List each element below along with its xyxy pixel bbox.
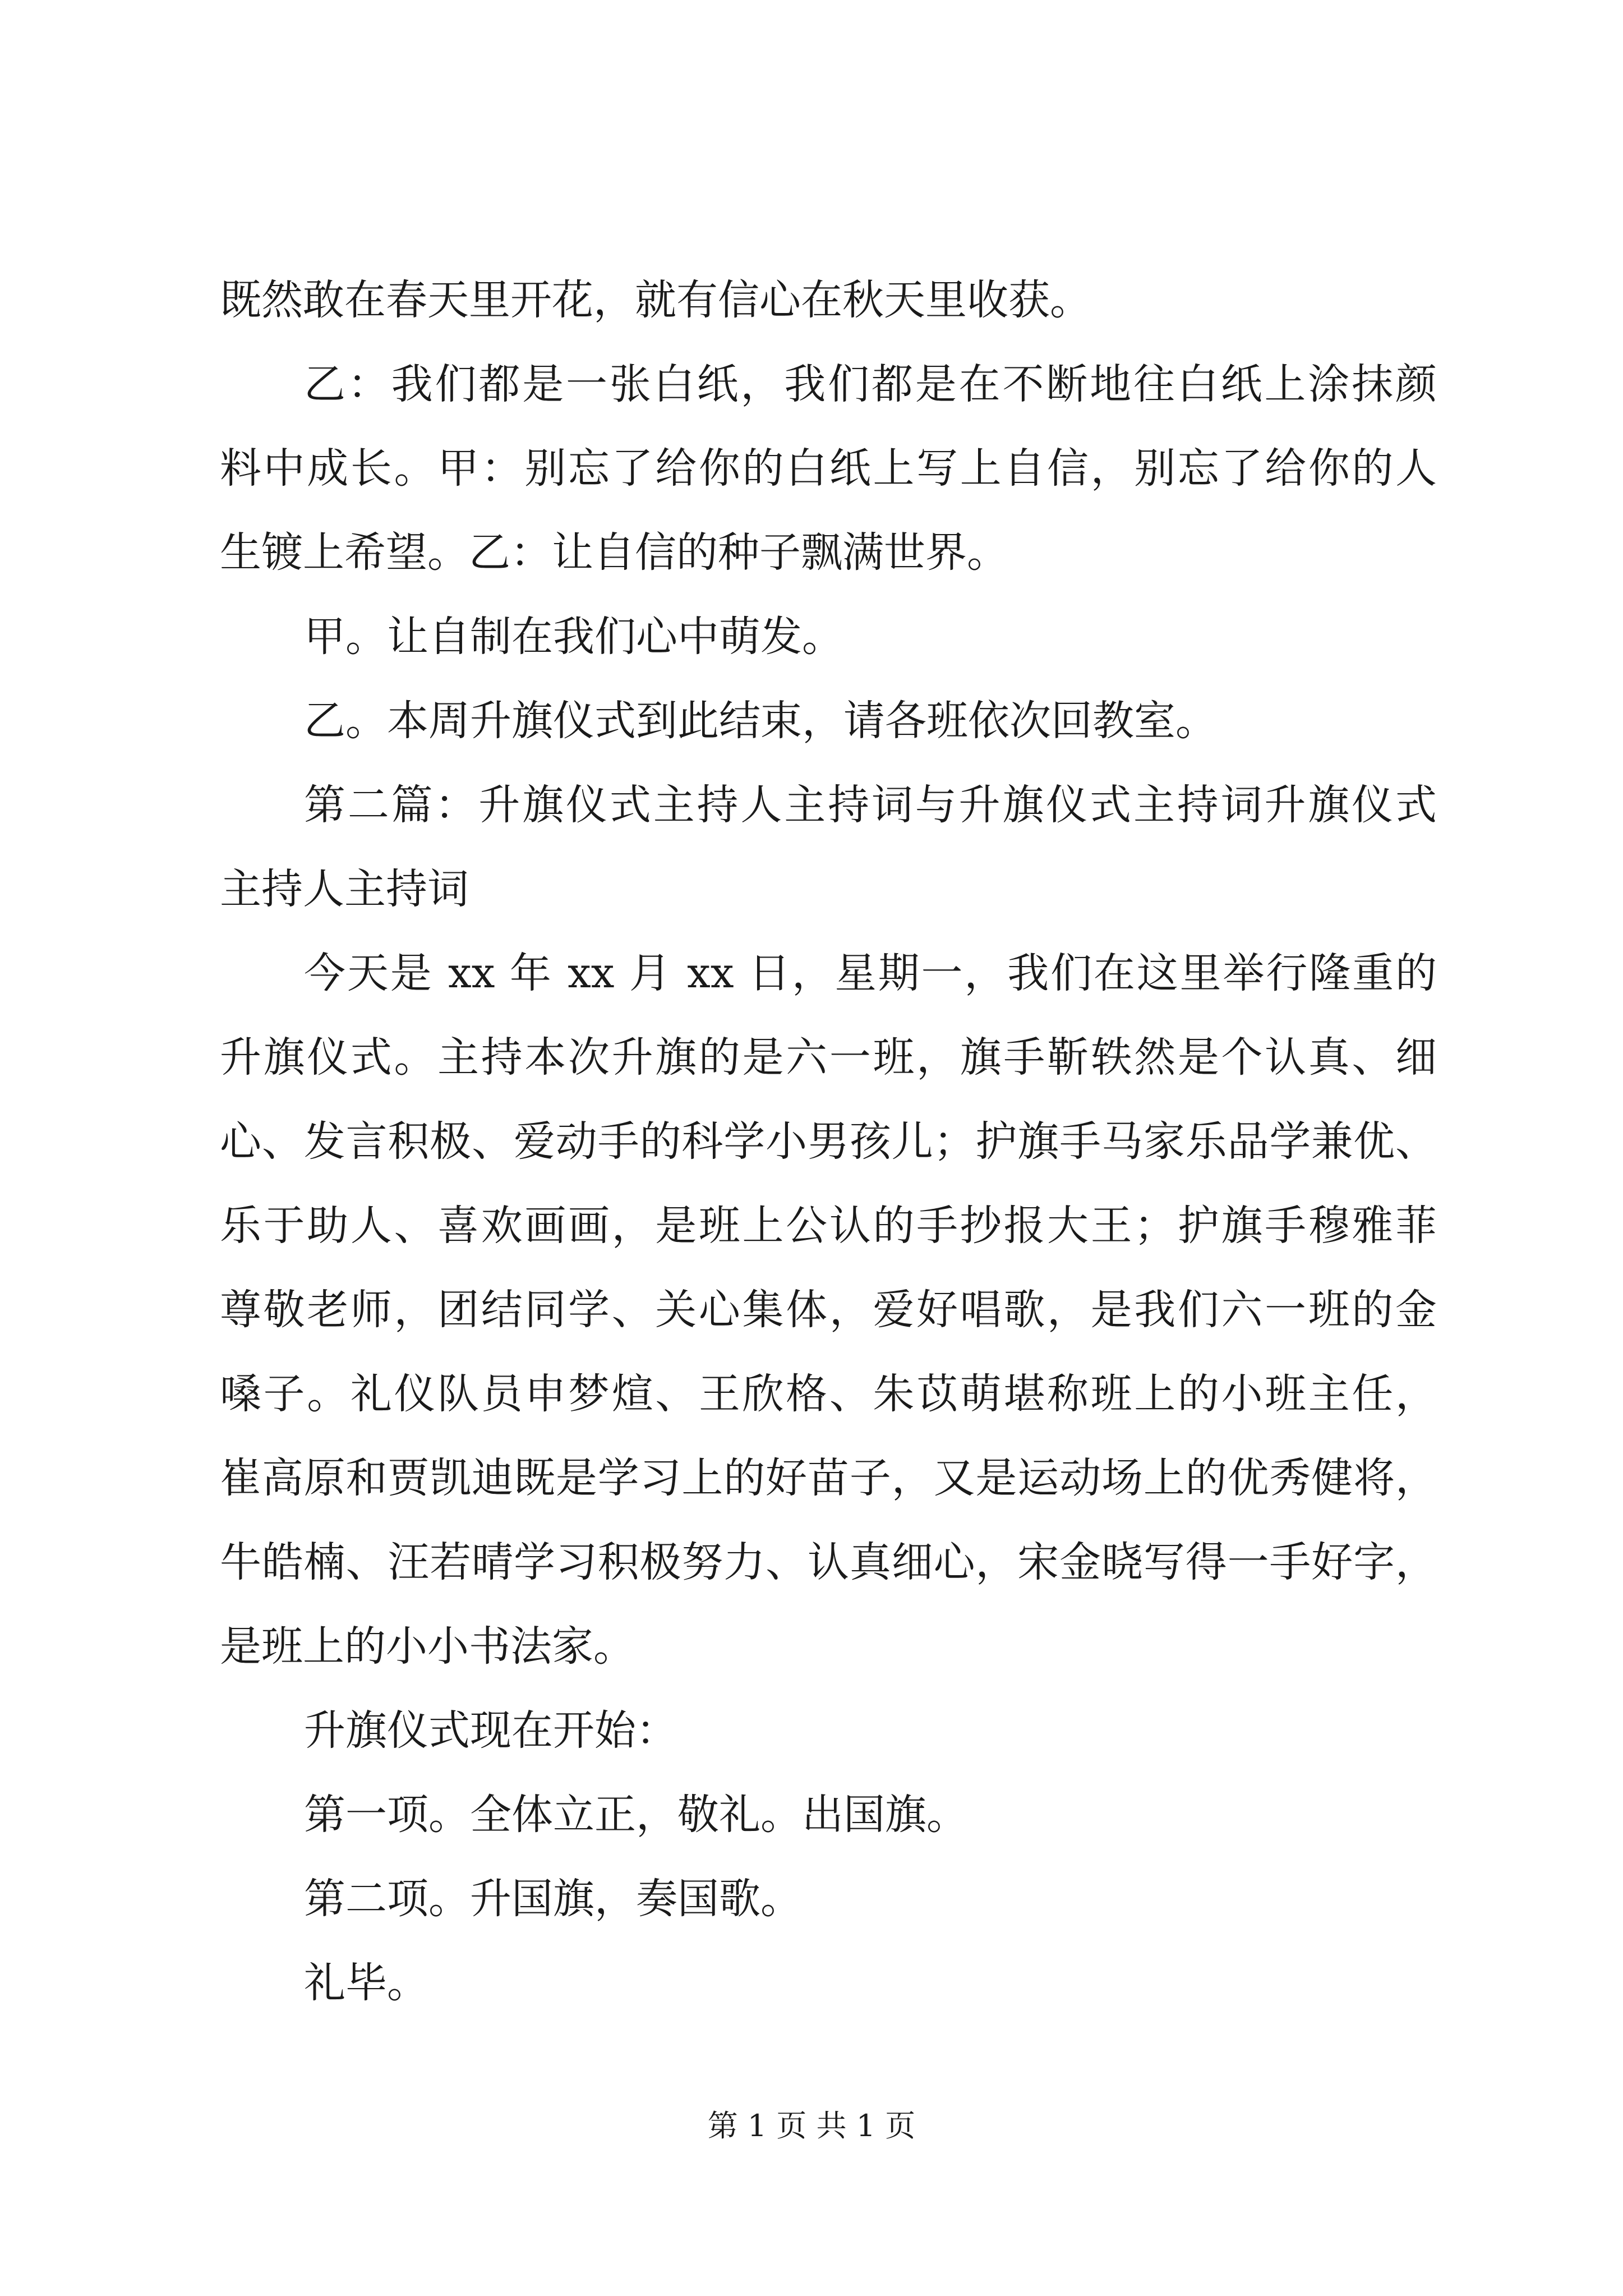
- text-line: 既然敢在春天里开花，就有信心在秋天里收获。: [220, 276, 1091, 324]
- page-footer: 第 1 页 共 1 页: [707, 2108, 916, 2143]
- text-line: 乙：我们都是一张白纸，我们都是在不断地往白纸上涂抹颜: [304, 360, 1437, 408]
- text-line: 今天是 xx 年 xx 月 xx 日，星期一，我们在这里举行隆重的: [304, 949, 1437, 997]
- section-heading-line: 主持人主持词: [220, 865, 469, 913]
- text-line: 乙。本周升旗仪式到此结束，请各班依次回教室。: [304, 697, 1217, 745]
- text-line: 升旗仪式。主持本次升旗的是六一班，旗手靳轶然是个认真、细: [220, 1033, 1437, 1082]
- text-line: 尊敬老师，团结同学、关心集体，爱好唱歌，是我们六一班的金: [220, 1286, 1437, 1334]
- text-line: 料中成长。甲：别忘了给你的白纸上写上自信，别忘了给你的人: [220, 444, 1437, 493]
- text-line: 牛皓楠、汪若晴学习积极努力、认真细心，宋金晓写得一手好字，: [220, 1538, 1437, 1586]
- text-line: 心、发言积极、爱动手的科学小男孩儿；护旗手马家乐品学兼优、: [220, 1117, 1437, 1166]
- text-line: 礼毕。: [304, 1959, 428, 2007]
- text-line: 生镀上希望。乙：让自信的种子飘满世界。: [220, 528, 1008, 577]
- text-line: 甲。让自制在我们心中萌发。: [304, 613, 843, 661]
- section-heading-line: 第二篇：升旗仪式主持人主持词与升旗仪式主持词升旗仪式: [304, 781, 1437, 829]
- text-line: 嗓子。礼仪队员申梦煊、王欣格、朱苡萌堪称班上的小班主任，: [220, 1370, 1437, 1418]
- text-line: 升旗仪式现在开始：: [304, 1706, 677, 1755]
- text-line: 崔高原和贾凯迪既是学习上的好苗子，又是运动场上的优秀健将，: [220, 1454, 1437, 1502]
- text-line: 是班上的小小书法家。: [220, 1622, 635, 1671]
- text-line: 乐于助人、喜欢画画，是班上公认的手抄报大王；护旗手穆雅菲: [220, 1202, 1437, 1250]
- text-line: 第一项。全体立正，敬礼。出国旗。: [304, 1791, 968, 1839]
- text-line: 第二项。升国旗，奏国歌。: [304, 1875, 802, 1923]
